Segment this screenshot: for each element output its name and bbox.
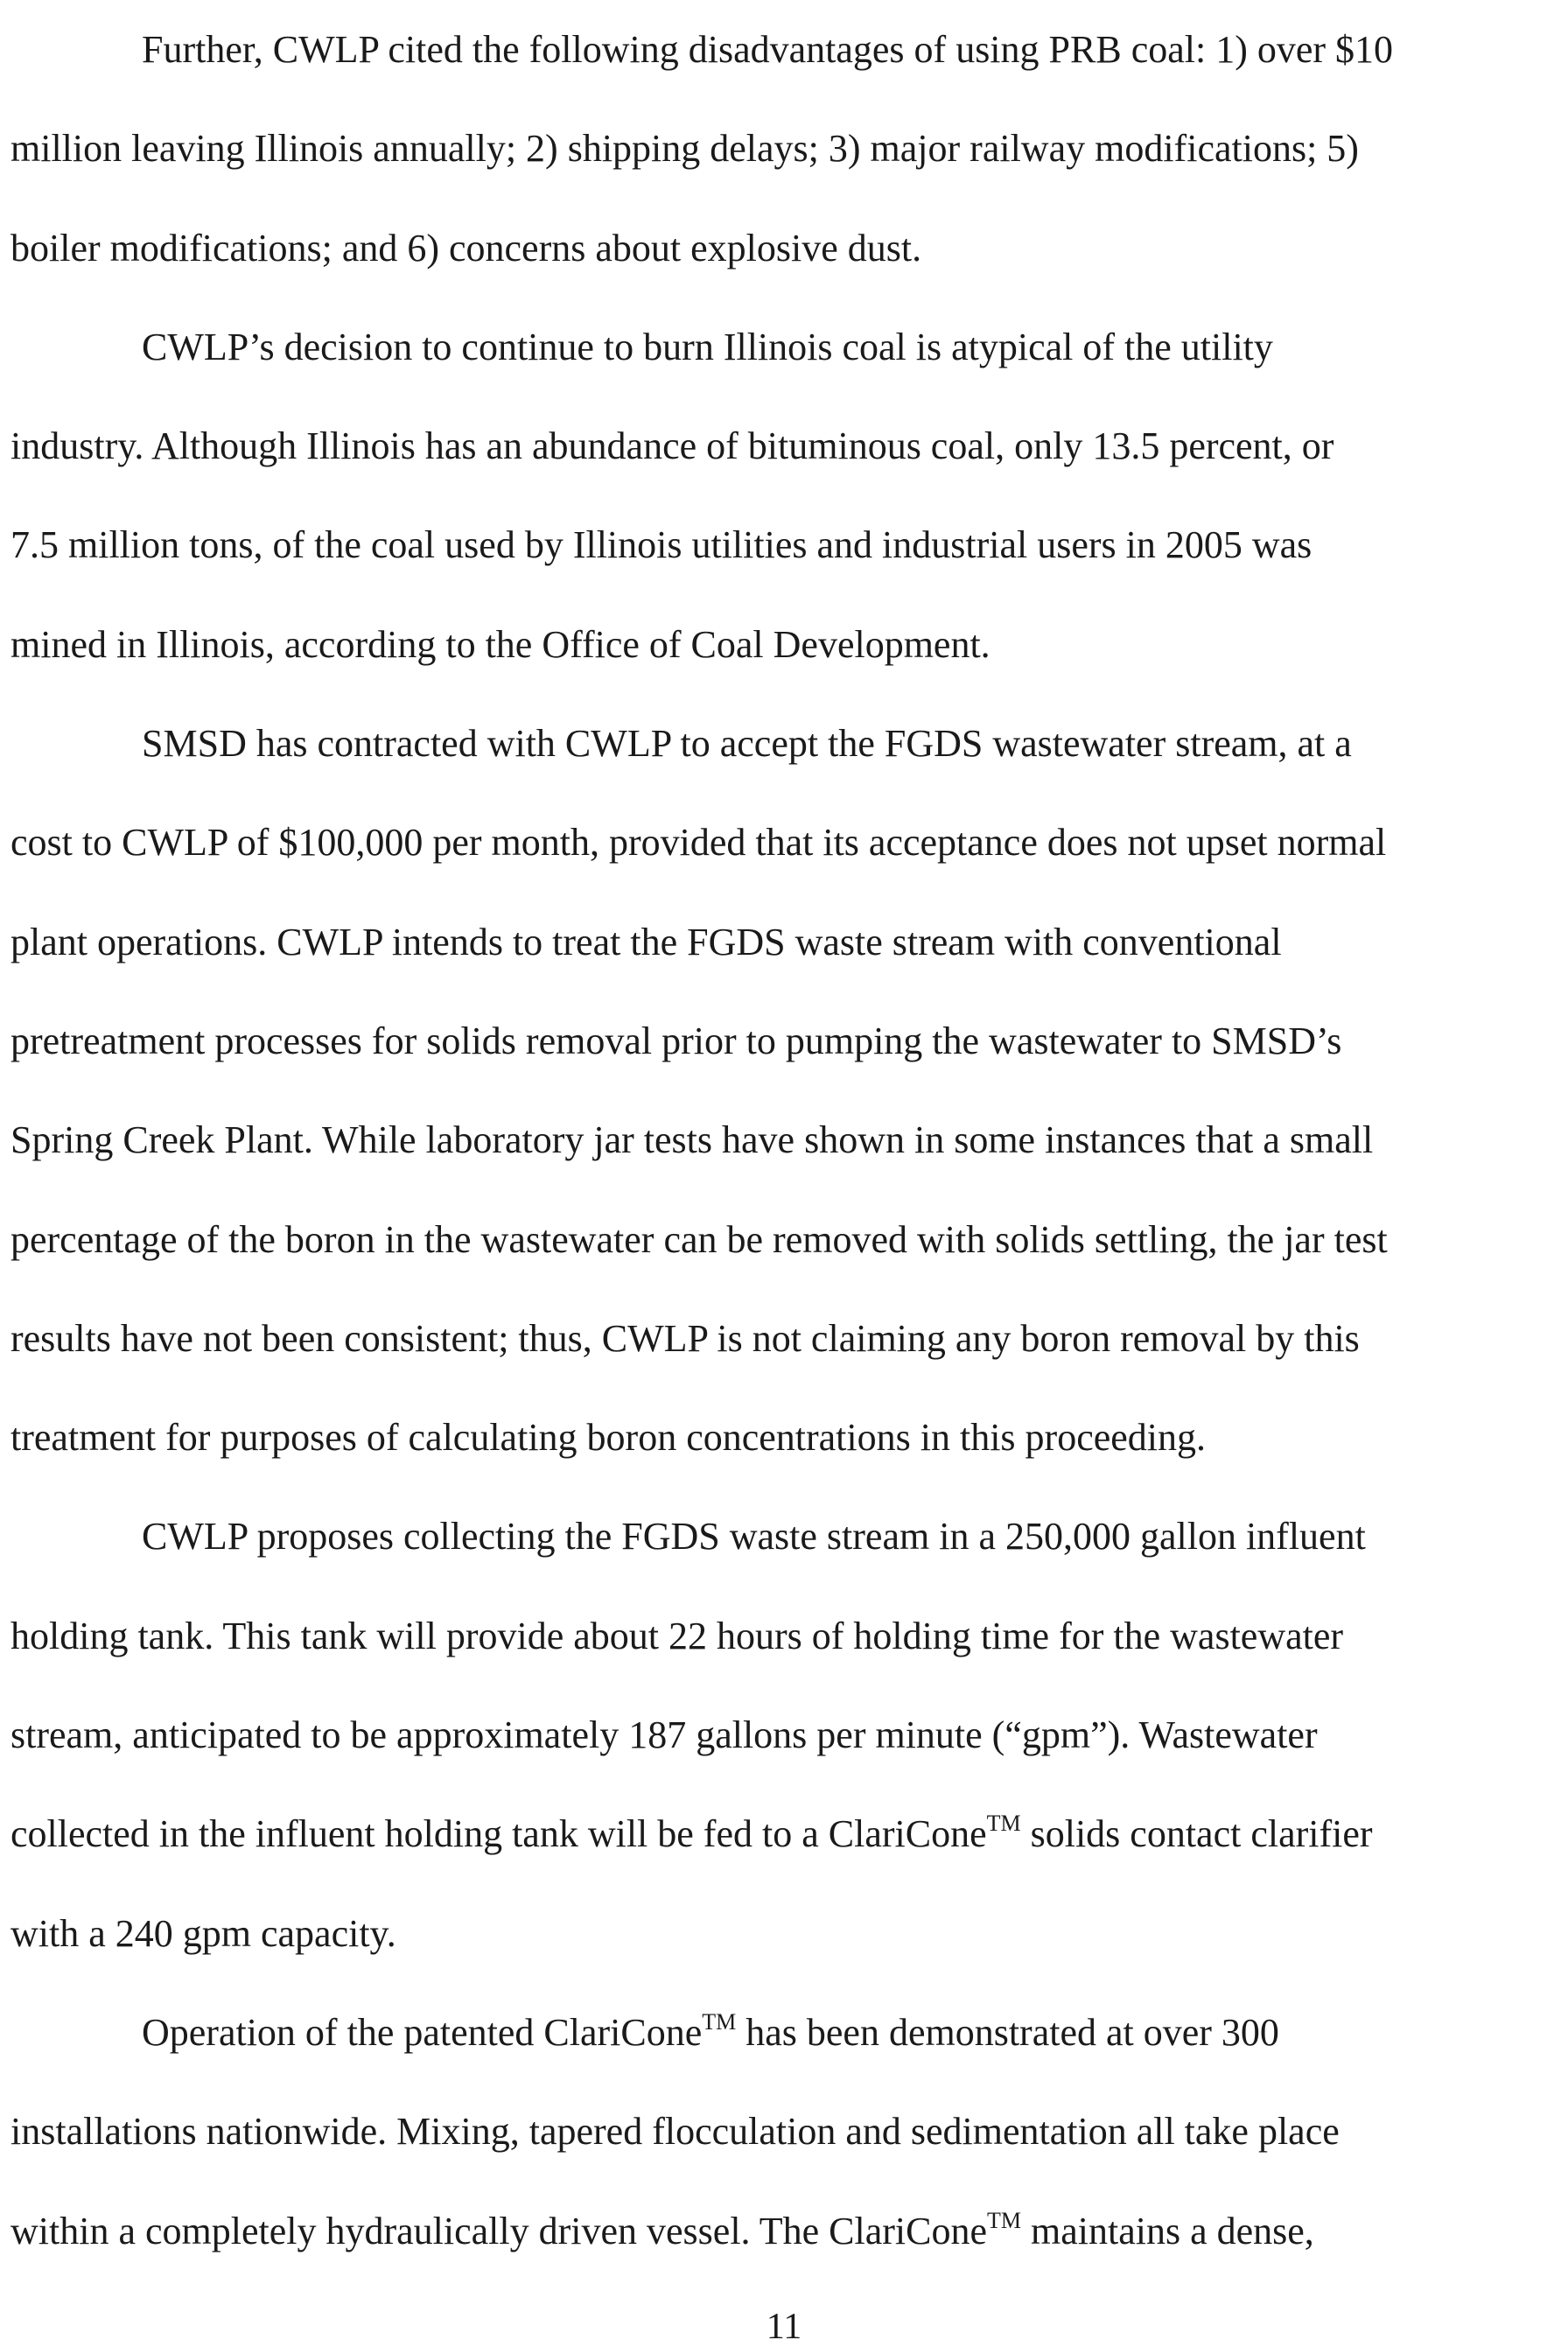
- text-fragment: within a completely hydraulically driven vessel. The ClariCone: [10, 2209, 988, 2252]
- trademark-superscript: TM: [986, 1811, 1021, 1837]
- text-line: [10, 2182, 1564, 2280]
- paragraph-4: [10, 1487, 1564, 1982]
- text-line: cost to CWLP of $100,000 per month, provided that its acceptance does not upset normal: [10, 821, 1387, 865]
- text-fragment: maintains a dense,: [1021, 2209, 1314, 2252]
- text-line: CWLP’s decision to continue to burn Illinois coal is atypical of the utility: [142, 325, 1273, 368]
- trademark-superscript: TM: [987, 2207, 1022, 2233]
- paragraph-1: [10, 0, 1564, 298]
- trademark-superscript: TM: [702, 2008, 737, 2035]
- text-fragment: has been demonstrated at over 300: [736, 2010, 1279, 2054]
- text-line: holding tank. This tank will provide about 22 hours of holding time for the wastewater: [10, 1614, 1344, 1657]
- text-line: Spring Creek Plant. While laboratory jar tests have shown in some instances that a small: [10, 1118, 1374, 1162]
- text-line: Further, CWLP cited the following disadvantages of using PRB coal: 1) over $10: [142, 28, 1394, 71]
- text-fragment: collected in the influent holding tank will be fed to a ClariCone: [10, 1812, 987, 1856]
- paragraph-5: [10, 1983, 1564, 2280]
- paragraph-2: [10, 298, 1564, 694]
- text-fragment: solids contact clarifier: [1020, 1812, 1373, 1856]
- text-line: plant operations. CWLP intends to treat the FGDS waste stream with conventional: [10, 920, 1282, 963]
- text-line: treatment for purposes of calculating boron concentrations in this proceeding.: [10, 1416, 1207, 1460]
- text-line: with a 240 gpm capacity.: [10, 1911, 396, 1955]
- text-line: million leaving Illinois annually; 2) shipping delays; 3) major railway modifications; 5): [10, 127, 1359, 171]
- text-line: [10, 1784, 1564, 1883]
- page-number: 11: [766, 2307, 802, 2347]
- text-line: results have not been consistent; thus, CWLP is not claiming any boron removal by this: [10, 1316, 1360, 1360]
- paragraph-3: [10, 694, 1564, 1487]
- text-line: 7.5 million tons, of the coal used by Illinois utilities and industrial users in 2005 was: [10, 523, 1312, 567]
- text-line: stream, anticipated to be approximately 187 gallons per minute (“gpm”). Wastewater: [10, 1713, 1318, 1757]
- text-line: boiler modifications; and 6) concerns about explosive dust.: [10, 226, 922, 270]
- text-line: CWLP proposes collecting the FGDS waste stream in a 250,000 gallon influent: [142, 1515, 1366, 1559]
- text-line: installations nationwide. Mixing, tapered flocculation and sedimentation all take place: [10, 2110, 1340, 2154]
- body-text: [10, 0, 1564, 2280]
- text-line: SMSD has contracted with CWLP to accept the FGDS wastewater stream, at a: [142, 722, 1352, 766]
- text-line: mined in Illinois, according to the Office of Coal Development.: [10, 622, 990, 666]
- text-fragment: Operation of the patented ClariCone: [142, 2010, 703, 2054]
- text-line: pretreatment processes for solids removal prior to pumping the wastewater to SMSD’s: [10, 1019, 1342, 1062]
- text-line: [10, 1983, 1564, 2082]
- text-line: industry. Although Illinois has an abundance of bituminous coal, only 13.5 percent, or: [10, 424, 1334, 468]
- text-line: percentage of the boron in the wastewater can be removed with solids settling, the jar test: [10, 1217, 1388, 1261]
